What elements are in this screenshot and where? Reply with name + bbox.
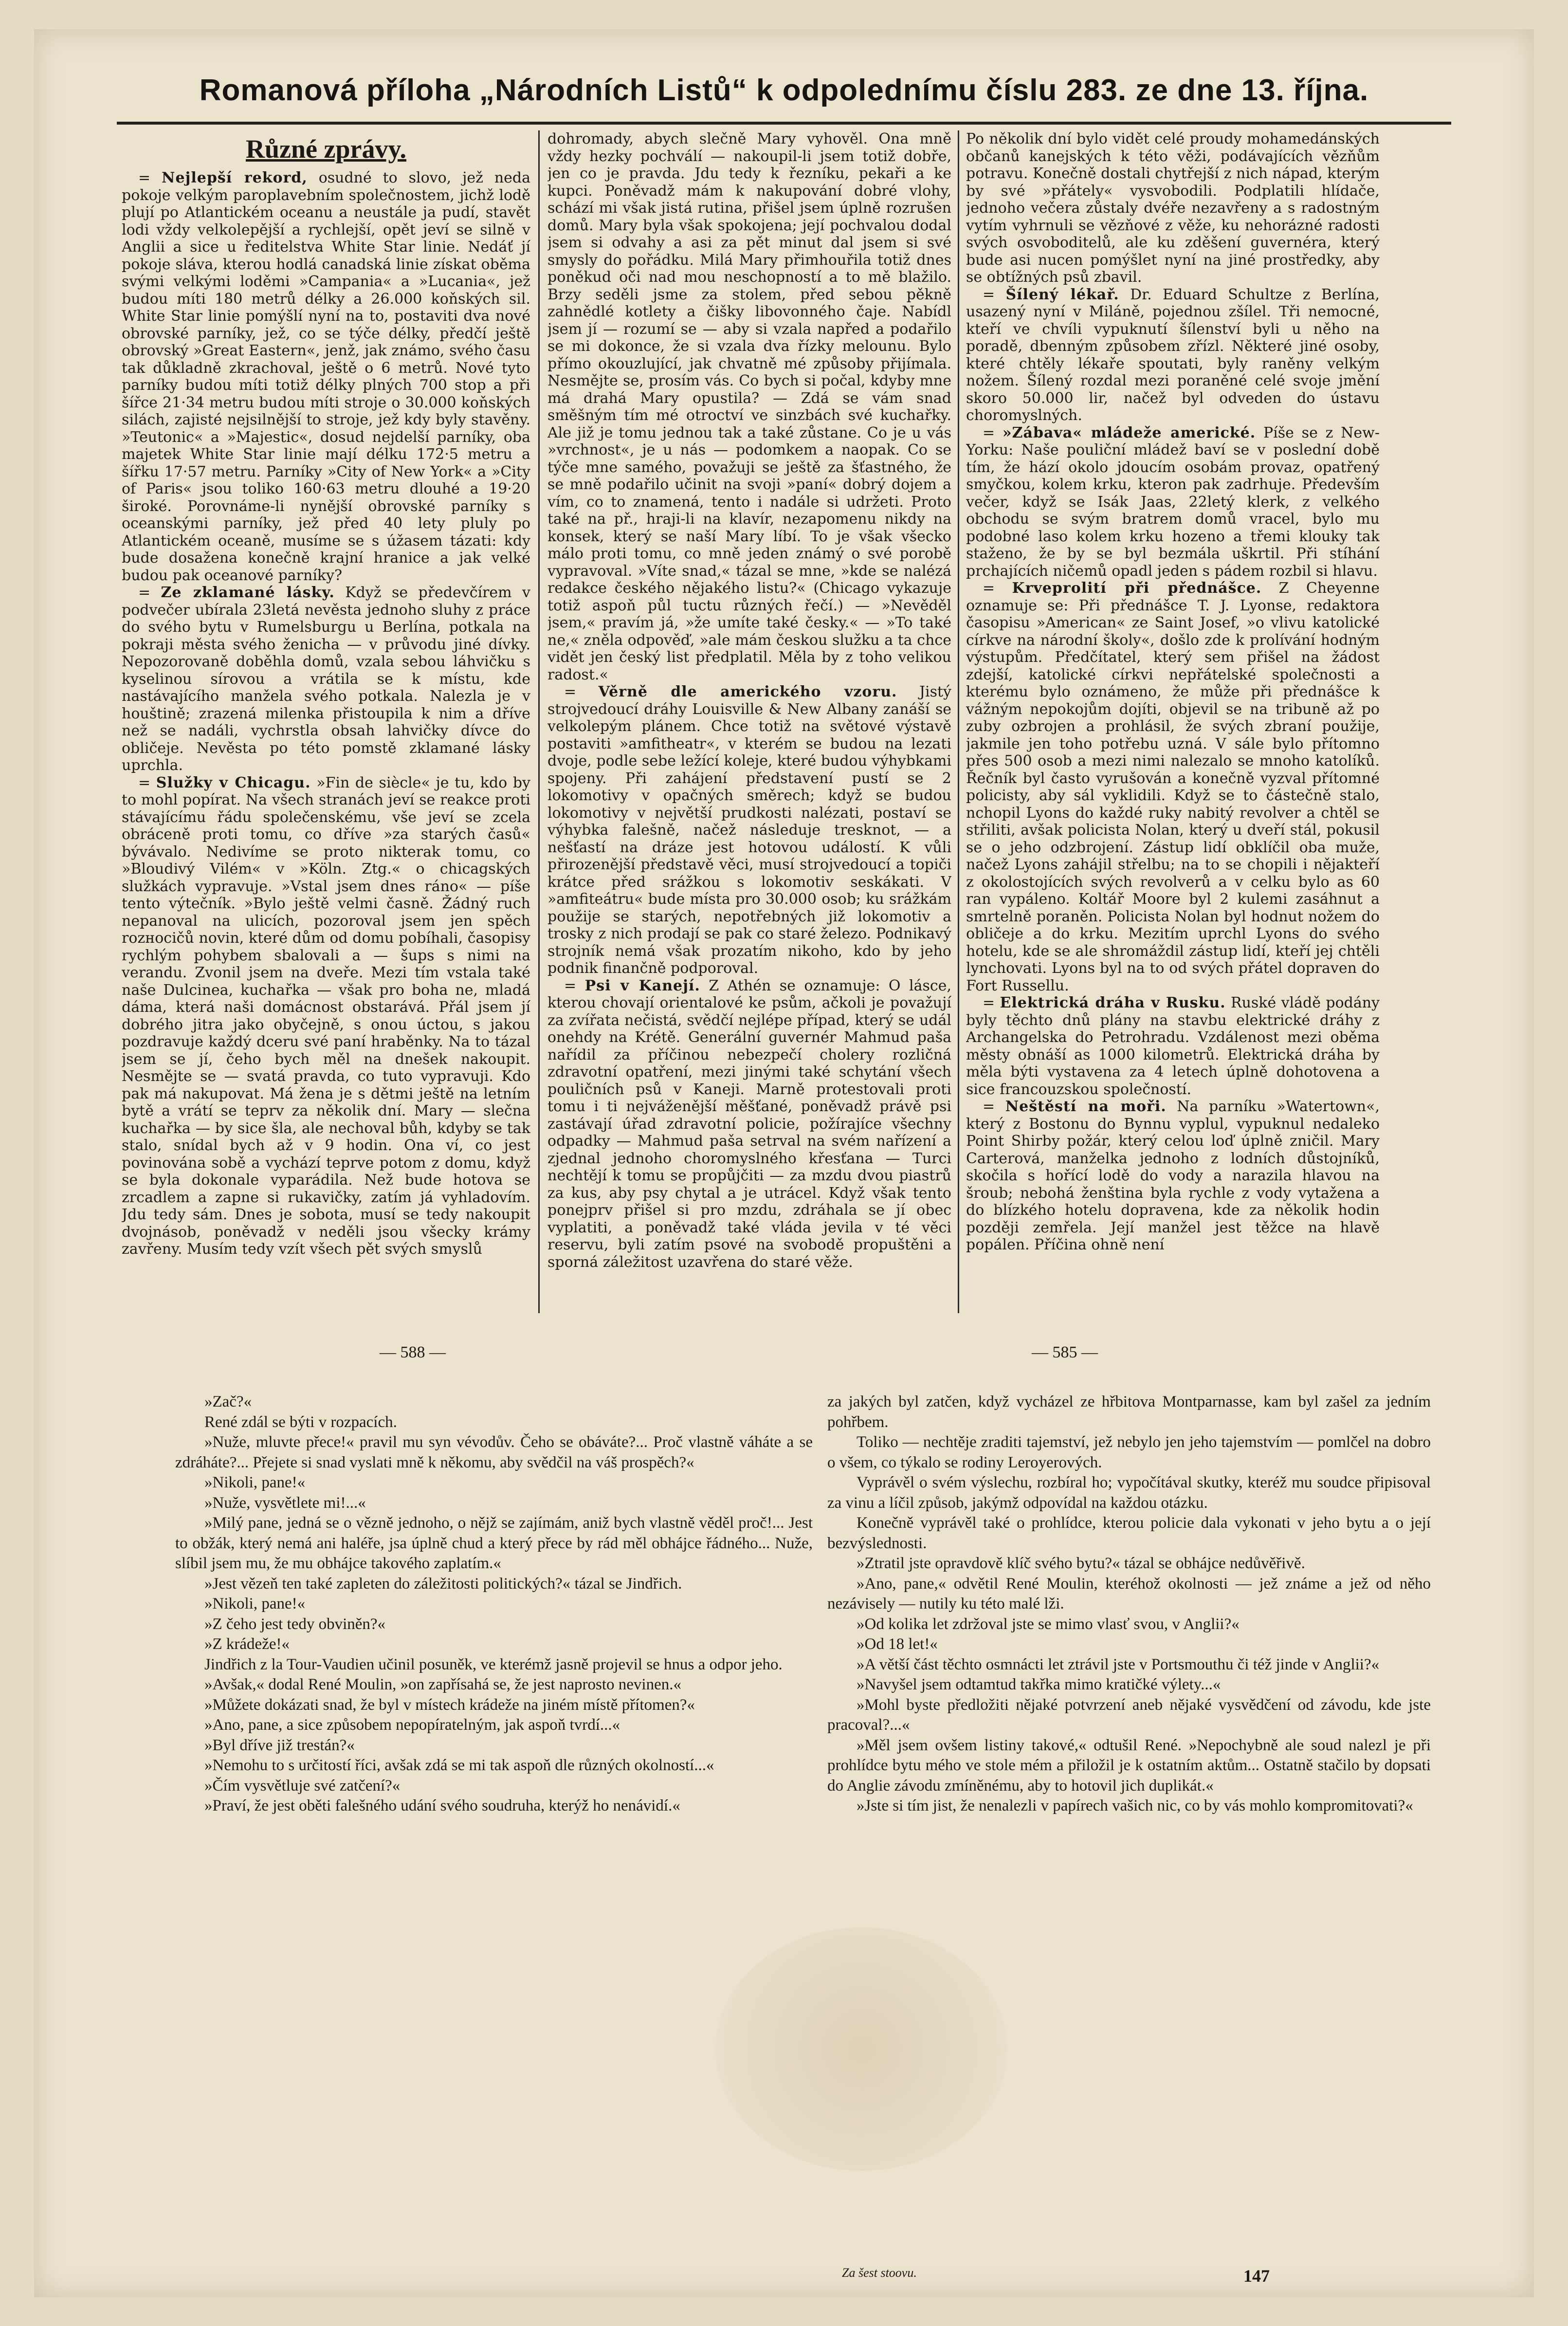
novel-paragraph: »Ano, pane,« odvětil René Moulin, kteréhož okolnosti — jež známe a jež od něho nezávisely — nutily ku této malé lži. (827, 1575, 1431, 1612)
novel-paragraph: René zdál se býti v rozpacích. (204, 1413, 397, 1431)
novel-paragraph: Konečně vyprávěl také o prohlídce, kterou policie dala vykonati v jeho bytu a o její bezvýslednosti. (827, 1514, 1431, 1552)
novel-paragraph: »Můžete dokázati snad, že byl v místech krádeže na jiném místě přítomen?« (204, 1696, 695, 1714)
novel-paragraph: »Praví, že jest oběti falešného udání svého soudruha, kterýž ho nenávidí.« (204, 1797, 680, 1814)
page-header: Romanová příloha „Národních Listů“ k odpolednímu číslu 283. ze dne 13. října. (199, 73, 1369, 107)
news-column-2 (547, 130, 951, 1333)
news-text: »Fin de siècle« je tu, kdo by to mohl popírat. Na všech stranách jeví se reakce proti stávajícímu řádu společenskému, vše jeví se zcela obráceně proti tomu, co dříve »za starých časů« bývávalo. Nedivíme se proto nikterak tomu, co »Bloudivý Vilém« v »Köln. Ztg.« o chicagských služkách vypravuje. »Vstal jsem dnes ráno« — píše tento výtečník. »Bylo ještě velmi časně. Žádný ruch nepanoval na ulicích, pozoroval jsem jen spěch rozносičů novin, které dům od domu pobíhali, časopisy rychlým pohybem sbalovali a — šups s nimi na verandu. Zvonil jsem na dveře. Mezi tím vstala také naše Dulcinea, kuchařka — však pro boha ne, mladá dáma, která naši domácnost obstarává. Přál jsem jí dobrého jitra jako obyčejně, s onou úctou, s jakou pozdravuje každý dceru své paní hraběnky. Na to tázal jsem se jí, čeho bych měl na dnešek nakoupit. Nesmějte se — svatá pravda, co tuto vypravuji. Kdo pak má nakupovat. Má žena je s dětmi ještě na letním bytě a vrátí se teprv za několik dní. Mary — slečna kuchařka — by sice šla, ale nechoval bůh, kdyby se tak stalo, snídal bych až v 9 hodin. Ona ví, co jest povinována sobě a vychází teprve potom z domu, když se byla dokonale vyparádila. Než bude hotova se zrcadlem a zapne si rukavičky, zatím já vyhladovím. Jdu tedy sám. Dnes je sobota, musí se tedy nakoupit dvojnásob, poněvadž v neděli jsou všecky krámy zavřeny. Musím tedy vzít všech pět svých smyslů (122, 774, 530, 1258)
novel-paragraph: »A větší část těchto osmnácti let ztrávil jste v Portsmouthu či též jinde v Anglii?« (857, 1655, 1380, 1673)
header-rule (117, 122, 1451, 125)
novel-paragraph: »Navyšel jsem odtamtud takřka mimo kratičké výlety...« (857, 1676, 1221, 1693)
news-headline: Věrně dle amerického vzoru. (598, 683, 897, 700)
news-headline: »Zábava« mládeže americké. (1002, 424, 1256, 441)
news-headline: Psi v Kanejí. (584, 977, 700, 994)
news-text: Na parníku »Watertown«, který z Bostonu do Bynnu vyplul, vypuknul nedaleko Point Shirby požár, který celou loď úplně zničil. Mary Carterová, manželka jednoho z lodních důstojníků, skočila s hořící lodě do vody a narazila hlavou na šroub; nebohá ženština byla rychle z vody vytažena a do blízkého hotelu dopravena, kde za několik hodin později zemřela. Její manžel jest těžce na hlavě popálen. Příčina ohně není (966, 1098, 1380, 1253)
news-item (547, 130, 951, 683)
news-item: = Ze zklamané lásky. Když se předevčírem v podvečer ubírala 23letá nevěsta jednoho sluhy z práce do svého bytu v Rumelsburgu u Berlína, potkala na pokraji města svého ženicha — v průvodu jiné dívky. Nepozorovaně doběhla domů, vzala sebou láhvičku s kyselinou sírovou a vrátila se k místu, kde nastávajícího manžela svého potkala. Nalezla je v houštině; zrazená milenka přistoupila k nim a dříve než se nadáli, vychrstla obsah lahvičky dívce do obličeje. Nevěsta po této pomstě zklamané lásky uprchla. (122, 584, 530, 774)
novel-page-left (175, 1392, 813, 1816)
news-item: = Elektrická dráha v Rusku. Ruské vládě podány byly těchto dnů plány na stavbu elektrické dráhy z Archangelska do Petrohradu. Vzdálenost mezi oběma městy obnáší as 1000 kilometrů. Elektrická dráha by měla býti vystavena za 4 letech úplně dohotovena a sice francouzskou společností. (966, 994, 1380, 1098)
news-item: = Psi v Kanejí. Z Athén se oznamuje: O lásce, kterou chovají orientalové ke psům, ačkoli je považují za zvířata nečistá, svědčí nejlépe případ, který se udál onehdy na Krétě. Generální guvernér Mahmud paša nařídil za příčinou nebezpečí cholery rozličná zdravotní opatření, mezi jinými také schytání všech pouličních psů v Kaneji. Marně protestovali proti tomu i ti nejváženější měšťané, poněvadž právě psi zastávají úřad zdravotní policie, požírajíce všechny odpadky — Mahmud paša setrval na svém nařízení a zjednal jednoho choromyslného křesťana — Turci nechtějí k tomu se propůjčiti — za mzdu dvou piastrů za kus, aby psy chytal a je utrácel. Když však tento ponejprv přišel si pro mzdu, zdráhala se jí obec vyplatiti, a poněvadž také vláda jevila v té věci reservu, byli zatím psové na svobodě propuštěni a sporná záležitost uzavřena do staré věže. (547, 977, 951, 1271)
news-text: Z Cheyenne oznamuje se: Při přednášce T. J. Lyonse, redaktora časopisu »American« ze Saint Josef, »o vlivu katolické církve na národní školy«, došlo zde k prolívání hodným výstupům. Předčítatel, který sem přišel na žádost zdejší, katolické církvi nepřátelské společnosti a kterému bylo oznámeno, že může při přednášce k vážným nepokojům dojíti, objevil se na tribuně až po zuby ozbrojen a prohlásil, že svých zbraní použije, jakmile jen toho potřebu uzná. V sále bylo přítomno přes 500 osob a mezi nimi nalezalo se mnoho katolíků. Řečník byl často vyrušován a konečně vyzval přítomné policisty, aby sál vyklidili. Když se to částečně stalo, nchopil Lyons do každé ruky nabitý revolver a chtěl se střiliti, avšak policista Nolan, který u dveří stál, pokusil se o jeho odzbrojení. Zástup lidí obklíčil oba muže, načež Lyons zahájil střelbu; na to se chopili i nějakteří z okolostojících svých revolverů a v celku bylo as 60 ran vypáleno. Koltář Moore byl 2 kulemi zasáhnut a smrtelně poraněn. Policista Nolan byl hodnut nožem do obličeje a do krku. Mezitím uprchl Lyons do svého hotelu, kde se ale shromáždil zástup lidí, kteří jej chtěli lynchovati. Lyons byl na to od svých přátel dopraven do Fort Russellu. (966, 580, 1380, 994)
news-item: = »Zábava« mládeže americké. Píše se z New-Yorku: Naše pouliční mládež baví se v poslední době tím, že hází okolo jdoucím osobám provaz, opatřený smyčkou, kolem krku, kteron pak zadrhuje. Především večer, když se Isák Jaas, 22letý klerk, z velkého obchodu se svým bratrem domů vracel, bylo mu podobné laso kolem krku hozeno a třemi klouky tak staženo, že by se byl bezmála uškrtil. Při stíhání prchajících ničemů opadl jeden s pádem rozbil si hlavu. (966, 424, 1380, 580)
novel-paragraph: »Nikoli, pane!« (204, 1595, 306, 1612)
novel-paragraph: Toliko — nechtěje zraditi tajemství, jež nebylo jen jeho tajemstvím — pomlčel na dobro o všem, co týkalo se rodiny Leroyerových. (827, 1433, 1431, 1471)
news-text: Píše se z New-Yorku: Naše pouliční mládež baví se v poslední době tím, že hází okolo jdoucím osobám provaz, opatřený smyčkou, kolem krku, kteron pak zadrhuje. Především večer, když se Isák Jaas, 22letý klerk, z velkého obchodu se svým bratrem domů vracel, bylo mu podobné laso kolem krku hozeno a třemi klouky tak staženo, že by se byl bezmála uškrtil. Při stíhání prchajících ničemů opadl jeden s pádem rozbil si hlavu. (966, 424, 1380, 580)
novel-paragraph: »Mohl byste předložiti nějaké potvrzení aneb nějaké vysvědčení od závodu, kde jste pracoval?...« (827, 1696, 1431, 1734)
news-text: Dr. Eduard Schultze z Berlína, usazený nyní v Miláně, pojednou zšílel. Tři nemocné, kteří ve chvíli vypuknutí šílenství byli u něho na poradě, dbenným způsobem zřízl. Některé jiné osoby, které chtěly lékaře spoutati, byly raněny velkým nožem. Šílený rozdal mezi poraněné celé svoje jmění skoro 50.000 lir, načež byl odveden do ústavu choromyslných. (966, 286, 1380, 424)
novel-paragraph: »Zač?« (204, 1393, 252, 1410)
news-headline: Elektrická dráha v Rusku. (1000, 994, 1226, 1011)
news-item: = Služky v Chicagu. »Fin de siècle« je tu, kdo by to mohl popírat. Na všech stranách jeví se reakce proti stávajícímu řádu společenskému, vše jeví se zcela obráceně proti tomu, co dříve »za starých časů« bývávalo. Nedivíme se proto nikterak tomu, co »Bloudivý Vilém« v »Köln. Ztg.« o chicagských služkách vypravuje. »Vstal jsem dnes ráno« — píše tento výtečník. »Bylo ještě velmi časně. Žádný ruch nepanoval na ulicích, pozoroval jsem jen spěch rozносičů novin, které dům od domu pobíhali, časopisy rychlým pohybem sbalovali a — šups s nimi na verandu. Zvonil jsem na dveře. Mezi tím vstala také naše Dulcinea, kuchařka — však pro boha ne, mladá dáma, která naši domácnost obstarává. Přál jsem jí dobrého jitra jako obyčejně, s onou úctou, s jakou pozdravuje každý dceru své paní hraběnky. Na to tázal jsem se jí, čeho bych měl na dnešek nakoupit. Nesmějte se — svatá pravda, co tuto vypravuji. Kdo pak má nakupovat. Má žena je s dětmi ještě na letním bytě a vrátí se teprv za několik dní. Mary — slečna kuchařka — by sice šla, ale nechoval bůh, kdyby se tak stalo, snídal bych až v 9 hodin. Ona ví, co jest povinována sobě a vychází teprve potom z domu, když se byla dokonale vyparádila. Než bude hotova se zrcadlem a zapne si rukavičky, zatím já vyhladovím. Jdu tedy sám. Dnes je sobota, musí se tedy nakoupit dvojnásob, poněvadž v neděli jsou všecky krámy zavřeny. Musím tedy vzít všech pět svých smyslů (122, 774, 530, 1258)
news-headline: Krveprolití při přednášce. (1012, 580, 1262, 597)
novel-paragraph: »Z čeho jest tedy obviněn?« (204, 1615, 386, 1633)
news-item (966, 130, 1380, 286)
news-headline: Neštěstí na moři. (1005, 1098, 1167, 1115)
news-text: osudné to slovo, jež neda pokoje velkým paroplavebním společnostem, jichž lodě plují po Atlantickém oceanu a neustále ja pudí, stavět lodi vždy velkolepější a rychlejší, opět jeví se silně v Anglii a sice u ředitelstva White Star linie. Nedáť jí pokoje sláva, kterou hodlá canadská linie získat oběma svými velkými loděmi »Campania« a »Lucania«, jež budou míti 180 metrů délky a 26.000 koňských sil. White Star linie pomýšlí nyní na to, postaviti dva nové obrovské parníky, jež, co se týče délky, předčí ještě obrovský »Great Eastern«, jenž, jak známo, svého času tak důkladně zkrachoval, ještě o 6 metrů. Nové tyto parníky budou míti totiž délky plných 700 stop a při šířce 21·34 metru budou míti stroje o 30.000 koňských silách, zajisté nejsilnější to stroje, jež kdy byly stavěny. »Teutonic« a »Majestic«, dosud nejdelší parníky, oba majetek White Star linie mají délku 172·5 metru a šířku 17·57 metru. Parníky »City of New York« a »City of Paris« jsou toliko 160·63 metru dlouhé a 19·20 široké. Porovnáme-li nynější obrovské parníky s oceanskými parníky, jež před 40 lety pluly po Atlantickém oceaně, musíme se s úžasem tázati: kdy bude dosažena konečně krajní hranice a jak velké budou pak oceanové parníky? (122, 169, 530, 584)
novel-paragraph: »Od 18 let!« (857, 1635, 938, 1653)
novel-paragraph: »Jste si tím jist, že nenalezli v papírech vašich nic, co by vás mohlo kompromitovati?« (857, 1797, 1413, 1814)
paper-stain (715, 1927, 1007, 2171)
novel-paragraph: »Čím vysvětluje své zatčení?« (204, 1777, 401, 1795)
news-item: = Nejlepší rekord, osudné to slovo, jež neda pokoje velkým paroplavebním společnostem, jichž lodě plují po Atlantickém oceanu a neustále ja pudí, stavět lodi vždy velkolepější a rychlejší, opět jeví se silně v Anglii a sice u ředitelstva White Star linie. Nedáť jí pokoje sláva, kterou hodlá canadská linie získat oběma svými velkými loděmi »Campania« a »Lucania«, jež budou míti 180 metrů délky a 26.000 koňských sil. White Star linie pomýšlí nyní na to, postaviti dva nové obrovské parníky, jež, co se týče délky, předčí ještě obrovský »Great Eastern«, jenž, jak známo, svého času tak důkladně zkrachoval, ještě o 6 metrů. Nové tyto parníky budou míti totiž délky plných 700 stop a při šířce 21·34 metru budou míti stroje o 30.000 koňských silách, zajisté nejsilnější to stroje, jež kdy byly stavěny. »Teutonic« a »Majestic«, dosud nejdelší parníky, oba majetek White Star linie mají délku 172·5 metru a šířku 17·57 metru. Parníky »City of New York« a »City of Paris« jsou toliko 160·63 metru dlouhé a 19·20 široké. Porovnáme-li nynější obrovské parníky s oceanskými parníky, jež před 40 lety pluly po Atlantickém oceaně, musíme se s úžasem tázati: kdy bude dosažena konečně krajní hranice a jak velké budou pak oceanové parníky? (122, 169, 530, 584)
novel-paragraph: »Jest vězeň ten také zapleten do záležitosti politických?« tázal se Jindřich. (204, 1575, 682, 1593)
column-divider (958, 130, 959, 1313)
novel-paragraph: za jakých byl zatčen, když vycházel ze hřbitova Montparnasse, kam byl zašel za jedním pohřbem. (827, 1393, 1431, 1431)
news-item: = Šílený lékař. Dr. Eduard Schultze z Berlína, usazený nyní v Miláně, pojednou zšílel. Tři nemocné, kteří ve chvíli vypuknutí šílenství byli u něho na poradě, dbenným způsobem zřízl. Některé jiné osoby, které chtěly lékaře spoutati, byly raněny velkým nožem. Šílený rozdal mezi poraněné celé svoje jmění skoro 50.000 lir, načež byl odveden do ústavu choromyslných. (966, 286, 1380, 424)
novel-paragraph: »Ano, pane, a sice způsobem nepopíratelným, jak aspoň tvrdí...« (204, 1716, 620, 1734)
news-item: = Krveprolití při přednášce. Z Cheyenne oznamuje se: Při přednášce T. J. Lyonse, redaktora časopisu »American« ze Saint Josef, »o vlivu katolické církve na národní školy«, došlo zde k prolívání hodným výstupům. Předčítatel, který sem přišel na žádost zdejší, katolické církvi nepřátelské společnosti a kterému bylo oznámeno, že může při přednášce k vážným nepokojům dojíti, objevil se na tribuně až po zuby ozbrojen a prohlásil, že svých zbraní použije, jakmile jen toho potřebu uzná. V sále bylo přítomno přes 500 osob a mezi nimi nalezalo se mnoho katolíků. Řečník byl často vyrušován a konečně vyzval přítomné policisty, aby sál vyklidili. Když se to částečně stalo, nchopil Lyons do každé ruky nabitý revolver a chtěl se střiliti, avšak policista Nolan, který u dveří stál, pokusil se o jeho odzbrojení. Zástup lidí obklíčil oba muže, načež Lyons zahájil střelbu; na to se chopili i nějakteří z okolostojících svých revolverů a v celku bylo as 60 ran vypáleno. Koltář Moore byl 2 kulemi zasáhnut a smrtelně poraněn. Policista Nolan byl hodnut nožem do obličeje a do krku. Mezitím uprchl Lyons do svého hotelu, kde se ale shromáždil zástup lidí, kteří jej chtěli lynchovati. Lyons byl na to od svých přátel dopraven do Fort Russellu. (966, 580, 1380, 994)
novel-paragraph: Jindřich z la Tour-Vaudien učinil posuněk, ve kterémž jasně projevil se hnus a odpor jeho. (204, 1655, 783, 1673)
novel-paragraph: »Byl dříve již trestán?« (204, 1736, 355, 1754)
novel-paragraph: »Nuže, vysvětlete mi!...« (204, 1494, 366, 1512)
column-divider (538, 130, 540, 1313)
novel-paragraph: »Z krádeže!« (204, 1635, 290, 1653)
news-headline: Nejlepší rekord, (162, 169, 308, 186)
novel-page-number-right: — 585 — (1032, 1343, 1098, 1361)
novel-page-right (827, 1392, 1431, 1816)
news-text: dohromady, abych slečně Mary vyhověl. Ona mně vždy hezky pochválí — nakoupil-li jsem totiž dobře, jen co je pravda. Jdu tedy k řezníku, pekaři a ke kupci. Poněvadž mám k nakupování dobré vlohy, schází mi však jistá rutina, přišel jsem úplně rozrušen domů. Mary byla však spokojena; její pochvalou dodal jsem si odvahy a asi za pět minut dal jsem si své smysly do pořádku. Milá Mary přimhouřila totiž dnes poněkud oči nad mou neschopností a to mě blažilo. Brzy seděli jsme za stolem, před sebou pěkně zahnědlé kotlety a čišky libovonného čaje. Nabídl jsem jí — rozumí se — aby si vzala napřed a podařilo se mi dokonce, že si vzala dva řízky melounu. Bylo přímo okouzlující, jak chvatně mé způsoby přijímala. Nesmějte se, prosím vás. Co bych si počal, kdyby mne má drahá Mary opustila? — Zdá se vám snad směšným tím mé otroctví ve sinzbách své kuchařky. Ale již je tomu jednou tak a také zůstane. Co je u vás »vrchnost«, je u nás — podomkem a naopak. Co se týče mne samého, považuji se ještě za šťastného, že se mně podařilo učinit na svoji »paní« dobrý dojem a vím, co to znamená, tento i nadále si udržeti. Proto také na př., hraji-li na klavír, nezapomenu nikdy na konsek, který se naší Mary líbí. To je však všecko málo proti tomu, co mně jeden známý o své porobě vypravoval. »Víte snad,« tázal se mne, »kde se nalézá redakce českého nějakého listu?« (Chicago vykazuje totiž aspoň půl tuctu různých řečí.) — »Nevěděl jsem,« pravím já, »že umíte také česky.« — »To také ne,« zněla odpověď, »ale mám českou služku a ta chce vidět jen český list předplatil. Měla by z toho velikou radost.« (547, 130, 951, 683)
novel-paragraph: »Měl jsem ovšem listiny takové,« odtušil René. »Nepochybně ale soud nalezl je při prohlídce bytu mého ve stole mém a přiložil je k ostatním aktům... Ostatně stačilo by dopsati do Anglie závodu zmíněnému, aby to hotovil jich duplikát.« (827, 1736, 1431, 1795)
news-item: = Věrně dle amerického vzoru. Jistý strojvedoucí dráhy Louisville & New Albany zanáší se velkolepým plánem. Chce totiž na světové výstavě postaviti »amfitheatr«, v kterém se budou na lezati dvoje, podle sebe ležící koleje, které budou výhybkami spojeny. Při zahájení představení pustí se 2 lokomotivy v opačných směrech; když se budou lokomotivy v největší prudkosti nalézati, postaví se výhybka falešně, načež následuje tresknot, — a nešťastí na dráze jest hotovou událostí. K vůli přirozenější představě věci, musí strojvedoucí a topiči krátce před srážkou s lokomotiv seskákati. V »amfiteátru« bude místa pro 30.000 osob; ku srážkám použije se starých, nepotřebných již lokomotiv a trosky z nich prodají se pak co staré železo. Podnikavý strojník nemá však prozatím nikoho, kdo by jeho podnik finančně podporoval. (547, 683, 951, 977)
novel-paragraph: Vyprávěl o svém výslechu, rozbíral ho; vypočítával skutky, kteréž mu soudce připisoval za vinu a líčil způsob, jakýmž odpovídal na každou otázku. (827, 1474, 1431, 1512)
novel-paragraph: »Nemohu to s určitostí říci, avšak zdá se mi tak aspoň dle různých okolností...« (204, 1757, 714, 1774)
novel-page-number-left: — 588 — (380, 1343, 446, 1361)
news-text: Po několik dní bylo vidět celé proudy mohamedánských občanů kanejských k této věži, podávajících vězňům potravu. Konečně dostali chytřejší z nich nápad, kterým by své »přátely« vysvobodili. Podplatili hlídače, jednoho večera zůstaly dvéře nezavřeny a s radostným vytím vyhrnuli se vězňové z věže, ku nehorázné radosti svých osvoboditelů, ale ku zděšení guvernéra, který bude asi nucen pomýšlet nyní na jiné prostředky, aby se obtížných psů zbavil. (966, 130, 1380, 286)
news-item: = Neštěstí na moři. Na parníku »Watertown«, který z Bostonu do Bynnu vyplul, vypuknul nedaleko Point Shirby požár, který celou loď úplně zničil. Mary Carterová, manželka jednoho z lodních důstojníků, skočila s hořící lodě do vody a narazila hlavou na šroub; nebohá ženština byla rychle z vody vytažena a do blízkého hotelu dopravena, kde za několik hodin později zemřela. Její manžel jest těžce na hlavě popálen. Příčina ohně není (966, 1098, 1380, 1253)
footer-sheet-number: 147 (1243, 2266, 1270, 2286)
novel-paragraph: »Ztratil jste opravdově klíč svého bytu?« tázal se obhájce nedůvěřivě. (857, 1555, 1305, 1572)
footer-signature: Za šest stoovu. (842, 2266, 917, 2280)
news-text: Jistý strojvedoucí dráhy Louisville & New Albany zanáší se velkolepým plánem. Chce totiž na světové výstavě postaviti »amfitheatr«, v kterém se budou na lezati dvoje, podle sebe ležící koleje, které budou výhybkami spojeny. Při zahájení představení pustí se 2 lokomotivy v opačných směrech; když se budou lokomotivy v největší prudkosti nalézati, postaví se výhybka falešně, načež následuje tresknot, — a nešťastí na dráze jest hotovou událostí. K vůli přirozenější představě věci, musí strojvedoucí a topiči krátce před srážkou s lokomotiv seskákati. V »amfiteátru« bude místa pro 30.000 osob; ku srážkám použije se starých, nepotřebných již lokomotiv a trosky z nich prodají se pak co staré železo. Podnikavý strojník nemá však prozatím nikoho, kdo by jeho podnik finančně podporoval. (547, 683, 951, 977)
news-text: Ruské vládě podány byly těchto dnů plány na stavbu elektrické dráhy z Archangelska do Petrohradu. Vzdálenost mezi oběma městy obnáší as 1000 kilometrů. Elektrická dráha by měla býti vystavena za 4 letech úplně dohotovena a sice francouzskou společností. (966, 994, 1380, 1098)
novel-paragraph: »Nuže, mluvte přece!« pravil mu syn vévodův. Čeho se obáváte?... Proč vlastně váháte a se zdráháte?... Přejete si snad vyslati mně k někomu, aby svědčil na váš prospěch?« (175, 1433, 813, 1471)
novel-paragraph: »Nikoli, pane!« (204, 1474, 306, 1491)
news-text: Z Athén se oznamuje: O lásce, kterou chovají orientalové ke psům, ačkoli je považují za zvířata nečistá, svědčí nejlépe případ, který se udál onehdy na Krétě. Generální guvernér Mahmud paša nařídil za příčinou nebezpečí cholery rozličná zdravotní opatření, mezi jinými také schytání všech pouličních psů v Kaneji. Marně protestovali proti tomu i ti nejváženější měšťané, poněvadž právě psi zastávají úřad zdravotní policie, požírajíce všechny odpadky — Mahmud paša setrval na svém nařízení a zjednal jednoho choromyslného křesťana — Turci nechtějí k tomu se propůjčiti — za mzdu dvou piastrů za kus, aby psy chytal a je utrácel. Když však tento ponejprv přišel si pro mzdu, zdráhala se jí obec vyplatiti, a poněvadž také vláda jevila v té věci reservu, byli zatím psové na svobodě propuštěni a sporná záležitost uzavřena do staré věže. (547, 977, 951, 1271)
news-text: Když se předevčírem v podvečer ubírala 23letá nevěsta jednoho sluhy z práce do svého bytu v Rumelsburgu u Berlína, potkala na pokraji města svého ženicha — v průvodu jiné dívky. Nepozorovaně doběhla domů, vzala sebou láhvičku s kyselinou sírovou a vrátila se k místu, kde nastávajícího manžela svého potkala. Nalezla je v houštině; zrazená milenka přistoupila k nim a dříve než se nadáli, vychrstla obsah lahvičky dívce do obličeje. Nevěsta po této pomstě zklamané lásky uprchla. (122, 584, 530, 774)
news-headline: Šílený lékař. (1005, 286, 1119, 303)
novel-paragraph: »Avšak,« dodal René Moulin, »on zapřísahá se, že jest naprosto nevinen.« (204, 1676, 681, 1693)
section-title: Různé zprávy. (246, 134, 406, 164)
news-column-3 (966, 130, 1380, 1333)
news-headline: Ze zklamané lásky. (161, 584, 335, 601)
news-headline: Služky v Chicagu. (156, 774, 311, 791)
news-column-1 (122, 130, 530, 1333)
novel-paragraph: »Od kolika let zdržoval jste se mimo vlasť svou, v Anglii?« (857, 1615, 1240, 1633)
novel-paragraph: »Milý pane, jedná se o vězně jednoho, o nějž se zajímám, aniž bych vlastně věděl proč!... Jest to obžák, který nemá ani haléře, jsa úplně chud a který přece by rád měl obhájce řádného... Nuže, slíbil jsem mu, že mu obhájce takového zaplatím.« (175, 1514, 813, 1572)
